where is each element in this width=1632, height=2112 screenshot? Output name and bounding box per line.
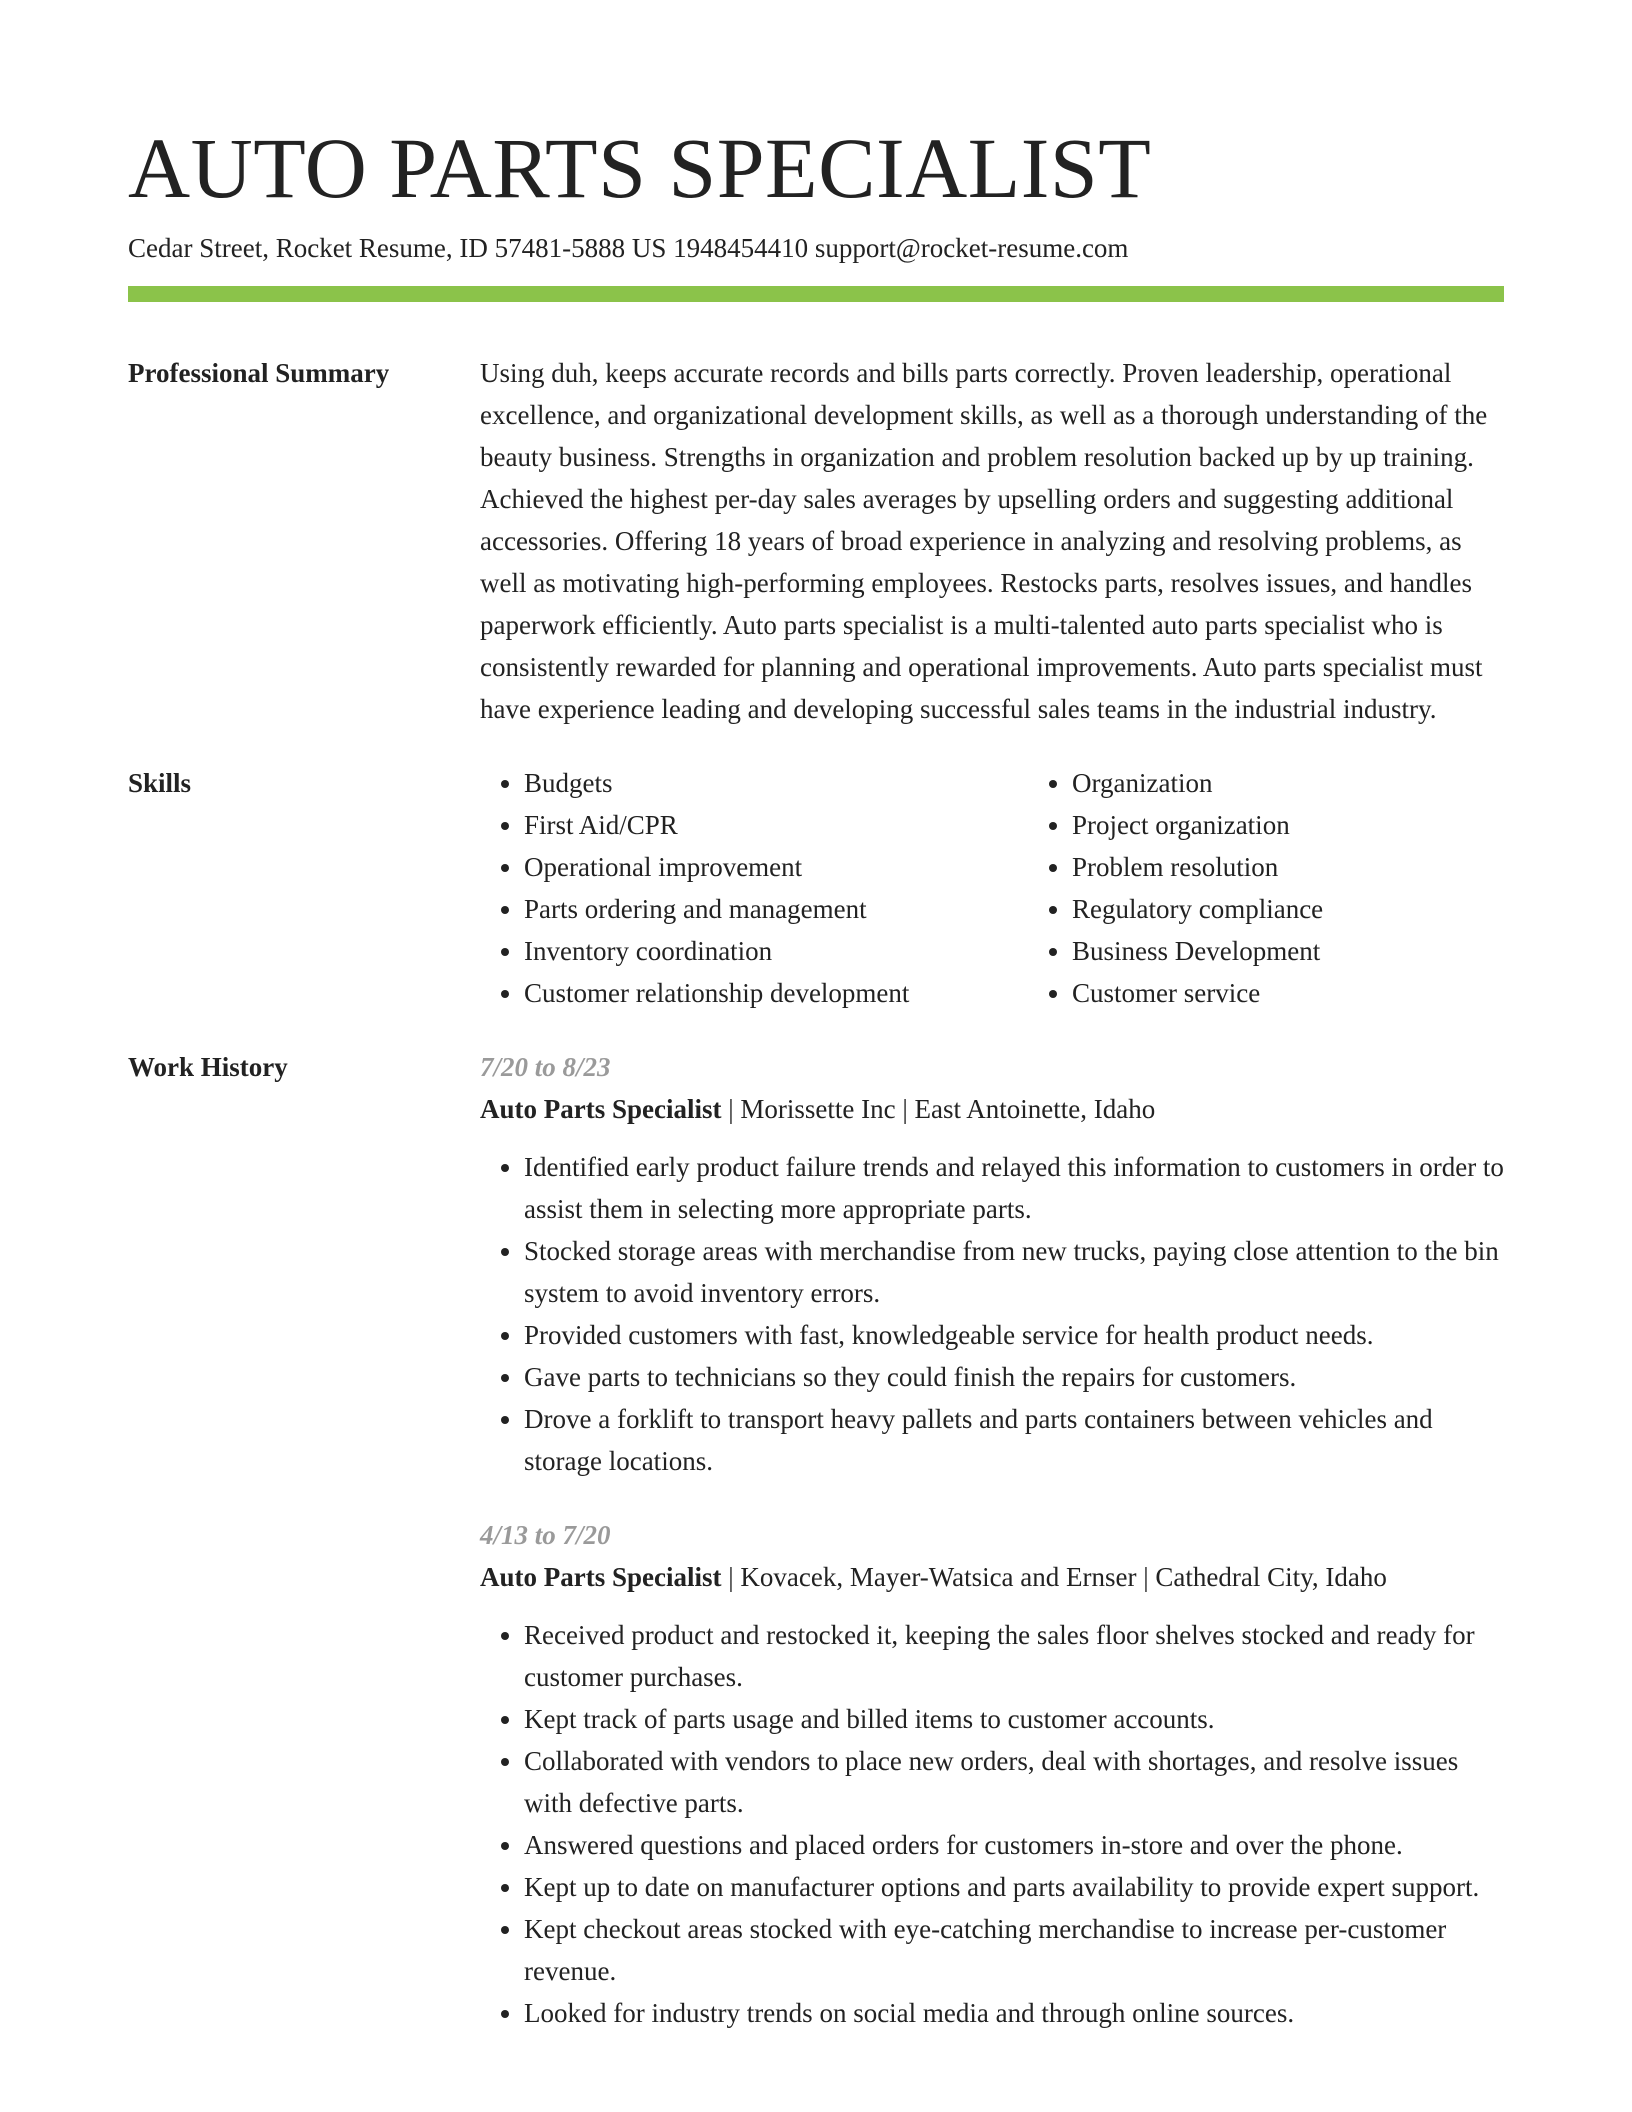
job-dates: 4/13 to 7/20 xyxy=(480,1520,611,1550)
work-history-section xyxy=(128,1046,1504,2066)
job-bullet: • Gave parts to technicians so they could finish the repairs for customers. xyxy=(524,1356,1504,1398)
skill-item: • Customer service xyxy=(1072,972,1504,1014)
work-history-body xyxy=(480,1046,1504,2066)
job-entry xyxy=(480,1046,1504,1482)
job-bullet: • Stocked storage areas with merchandise from new trucks, paying close attention to the bin system to avoid inventory errors. xyxy=(524,1230,1504,1314)
skills-section xyxy=(128,762,1504,1014)
summary-body xyxy=(480,352,1504,730)
skills-grid xyxy=(480,762,1504,1014)
skill-item: • Operational improvement xyxy=(524,846,1028,888)
skills-list-left xyxy=(480,762,1028,1014)
work-history-heading: Work History xyxy=(128,1052,288,1082)
skill-item: • Business Development xyxy=(1072,930,1504,972)
job-bullet: • Answered questions and placed orders for customers in-store and over the phone. xyxy=(524,1824,1504,1866)
skill-item: • Parts ordering and management xyxy=(524,888,1028,930)
job-bullet: • Identified early product failure trends and relayed this information to customers in order to assist them in selecting more appropriate parts. xyxy=(524,1146,1504,1230)
job-header xyxy=(480,1088,1504,1130)
skill-item: • Customer relationship development xyxy=(524,972,1028,1014)
job-company-location: | Kovacek, Mayer-Watsica and Ernser | Cathedral City, Idaho xyxy=(721,1562,1387,1592)
summary-section xyxy=(128,352,1504,730)
skill-item: • Organization xyxy=(1072,762,1504,804)
job-dates: 7/20 to 8/23 xyxy=(480,1052,611,1082)
candidate-name: AUTO PARTS SPECIALIST xyxy=(128,120,1152,216)
skills-list-right xyxy=(1028,762,1504,1014)
contact-line: Cedar Street, Rocket Resume, ID 57481-5888 US 1948454410 support@rocket-resume.com xyxy=(128,233,1129,263)
skill-item: • Budgets xyxy=(524,762,1028,804)
skill-item: • Regulatory compliance xyxy=(1072,888,1504,930)
job-bullet: • Looked for industry trends on social media and through online sources. xyxy=(524,1992,1504,2034)
summary-text: Using duh, keeps accurate records and bills parts correctly. Proven leadership, operational excellence, and organizational development skills, as well as a thorough understanding of the beauty business. Strengths in organization and problem resolution backed up by up training. Achieved the highest per-day sales averages by upselling orders and suggesting additional accessories. Offering 18 years of broad experience in analyzing and resolving problems, as well as motivating high-performing employees. Restocks parts, resolves issues, and handles paperwork efficiently. Auto parts specialist is a multi-talented auto parts specialist who is consistently rewarded for planning and operational improvements. Auto parts specialist must have experience leading and developing successful sales teams in the industrial industry. xyxy=(480,358,1488,724)
job-bullet: • Kept up to date on manufacturer options and parts availability to provide expert support. xyxy=(524,1866,1504,1908)
job-bullet-list xyxy=(480,1146,1504,1482)
job-bullet: • Kept track of parts usage and billed items to customer accounts. xyxy=(524,1698,1504,1740)
resume-page xyxy=(128,118,1504,2066)
job-entry xyxy=(480,1514,1504,2034)
job-company-location: | Morissette Inc | East Antoinette, Idaho xyxy=(721,1094,1156,1124)
job-bullet: • Received product and restocked it, keeping the sales floor shelves stocked and ready for customer purchases. xyxy=(524,1614,1504,1698)
header-divider xyxy=(128,286,1504,302)
skills-body xyxy=(480,762,1504,1014)
skills-heading: Skills xyxy=(128,768,192,798)
job-bullet: • Provided customers with fast, knowledgeable service for health product needs. xyxy=(524,1314,1504,1356)
skill-item: • Project organization xyxy=(1072,804,1504,846)
job-bullet: • Drove a forklift to transport heavy pallets and parts containers between vehicles and storage locations. xyxy=(524,1398,1504,1482)
job-title: Auto Parts Specialist xyxy=(480,1562,722,1592)
job-bullet: • Collaborated with vendors to place new orders, deal with shortages, and resolve issues with defective parts. xyxy=(524,1740,1504,1824)
job-title: Auto Parts Specialist xyxy=(480,1094,722,1124)
summary-heading: Professional Summary xyxy=(128,358,390,388)
skill-item: • Problem resolution xyxy=(1072,846,1504,888)
job-header xyxy=(480,1556,1504,1598)
job-bullet-list xyxy=(480,1614,1504,2034)
skill-item: • Inventory coordination xyxy=(524,930,1028,972)
job-bullet: • Kept checkout areas stocked with eye-catching merchandise to increase per-customer revenue. xyxy=(524,1908,1504,1992)
skill-item: • First Aid/CPR xyxy=(524,804,1028,846)
